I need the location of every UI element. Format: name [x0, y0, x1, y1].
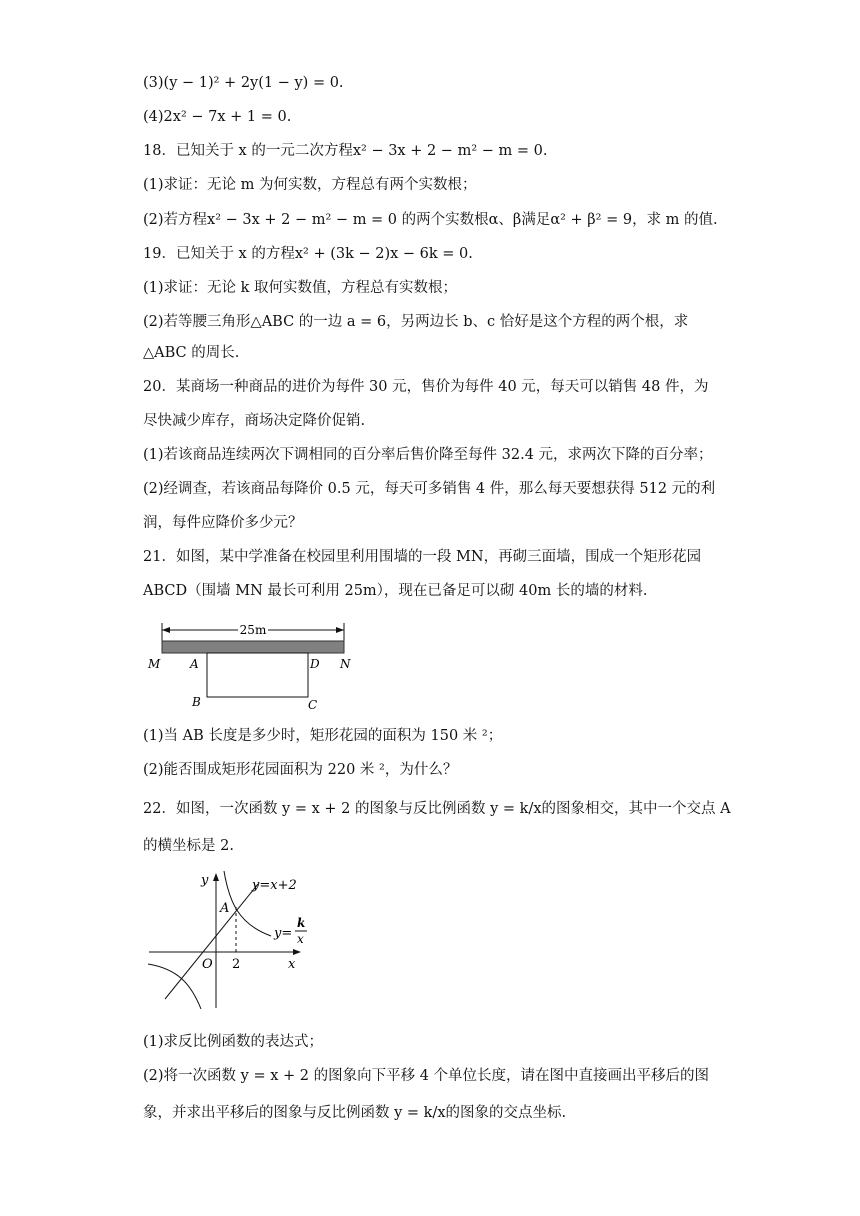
arrow-head-left — [162, 627, 170, 633]
garden-figure — [143, 615, 358, 715]
garden-rectangle — [207, 653, 308, 697]
q20-stem-line2: 尽快减少库存，商场决定降价促销. — [143, 413, 366, 429]
function-graph-figure — [143, 866, 323, 1011]
tick-label-2: 2 — [232, 957, 241, 972]
wall-length-label: 25m — [239, 623, 267, 637]
q21-part1: (1)当 AB 长度是多少时，矩形花园的面积为 150 米 ²； — [143, 728, 503, 744]
q20-part2-line2: 润，每件应降价多少元？ — [143, 515, 303, 531]
q18-part2: (2)若方程x² − 3x + 2 − m² − m = 0 的两个实数根α、β满足α² + β² = 9，求 m 的值. — [143, 212, 718, 228]
label-A: A — [190, 657, 199, 671]
q22-part1: (1)求反比例函数的表达式； — [143, 1034, 324, 1050]
line-y-equals-x-plus-2 — [165, 884, 258, 999]
curve-label-y: y= — [274, 926, 293, 941]
q19-stem: 19．已知关于 x 的方程x² + (3k − 2)x − 6k = 0. — [143, 246, 473, 262]
q20-part1: (1)若该商品连续两次下调相同的百分率后售价降至每件 32.4 元，求两次下降的百分率； — [143, 447, 713, 463]
label-B: B — [192, 695, 201, 709]
q22-part2-line2: 象，并求出平移后的图象与反比例函数 y = k/x的图象的交点坐标. — [143, 1105, 567, 1121]
q21-stem-line1: 21．如图，某中学准备在校园里利用围墙的一段 MN，再砌三面墙，围成一个矩形花园 — [143, 549, 702, 565]
q18-part1: (1)求证：无论 m 为何实数，方程总有两个实数根； — [143, 177, 477, 193]
curve-label-k: k — [297, 916, 306, 930]
q18-stem: 18．已知关于 x 的一元二次方程x² − 3x + 2 − m² − m = 0. — [143, 143, 548, 159]
x-axis-arrow — [293, 949, 301, 955]
wall-MN — [162, 641, 344, 653]
curve-label-x: x — [297, 932, 304, 946]
label-M: M — [148, 657, 161, 671]
line-equation-label: y=x+2 — [252, 878, 297, 893]
point-label-A: A — [220, 901, 230, 916]
arrow-head-right — [336, 627, 344, 633]
axis-label-x: x — [288, 957, 296, 972]
q19-part2-line2: △ABC 的周长. — [143, 345, 240, 361]
q22-part2-line1: (2)将一次函数 y = x + 2 的图象向下平移 4 个单位长度，请在图中直接画出平移后的图 — [143, 1068, 710, 1084]
label-D: D — [310, 657, 320, 671]
axis-label-y: y — [201, 873, 209, 888]
q22-stem-line1: 22．如图，一次函数 y = x + 2 的图象与反比例函数 y = k/x的图象相交，其中一个交点 A — [143, 801, 731, 817]
y-axis-arrow — [213, 873, 219, 881]
q20-stem-line1: 20．某商场一种商品的进价为每件 30 元，售价为每件 40 元，每天可以销售 48 件，为 — [143, 379, 709, 395]
q21-stem-line2: ABCD（围墙 MN 最长可利用 25m），现在已备足可以砌 40m 长的墙的材料. — [143, 583, 648, 599]
q21-part2: (2)能否围成矩形花园面积为 220 米 ²，为什么？ — [143, 762, 458, 778]
q19-part1: (1)求证：无论 k 取何实数值，方程总有实数根； — [143, 280, 458, 296]
q17-part3: (3)(y − 1)² + 2y(1 − y) = 0. — [143, 75, 344, 91]
q17-part4: (4)2x² − 7x + 1 = 0. — [143, 109, 292, 125]
label-N: N — [340, 657, 351, 671]
q22-stem-line2: 的横坐标是 2. — [143, 838, 234, 854]
origin-label: O — [202, 957, 213, 972]
label-C: C — [308, 698, 318, 712]
q20-part2-line1: (2)经调查，若该商品每降价 0.5 元，每天可多销售 4 件，那么每天要想获得 512 元的利 — [143, 481, 716, 497]
q19-part2-line1: (2)若等腰三角形△ABC 的一边 a = 6，另两边长 b、c 恰好是这个方程的两个根，求 — [143, 314, 689, 330]
